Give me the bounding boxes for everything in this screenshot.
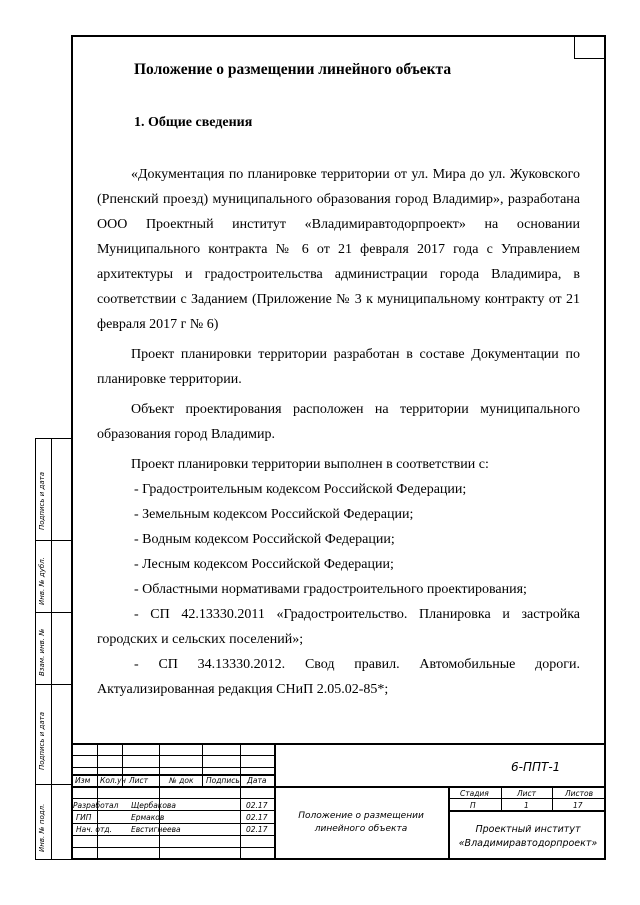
list-item: - СП 34.13330.2012. Свод правил. Автомобильные дороги. Актуализированная редакция СНиП 2.05.02-85*;	[97, 657, 580, 697]
side-label-inv-podl: Инв. № подл.	[38, 803, 46, 852]
list-item: - Градостроительным кодексом Российской Федерации;	[134, 482, 467, 497]
side-label-signature-date-bottom: Подпись и дата	[38, 712, 46, 770]
organization-name: Проектный институт «Владимиравтодорпроект»	[458, 824, 598, 849]
sheet-number-box	[574, 37, 604, 59]
side-label-vzam-inv: Взам. инв. №	[38, 628, 46, 676]
stage-value: П	[470, 801, 476, 810]
stamp-header-list: Лист	[129, 776, 149, 785]
date-head: 02.17	[246, 825, 268, 834]
stamp-header-doc: № док	[169, 776, 194, 785]
name-developer: Щербакова	[131, 801, 176, 810]
role-head: Нач. отд.	[76, 825, 112, 834]
stamp-header-izm: Изм	[75, 776, 91, 785]
date-developer: 02.17	[246, 801, 268, 810]
list-item: - Областными нормативами градостроительного проектирования;	[134, 582, 527, 597]
sheet-header: Лист	[517, 789, 537, 798]
document-code: 6-ППТ-1	[511, 760, 561, 774]
name-head: Евстигнеева	[131, 825, 181, 834]
stage-header: Стадия	[460, 789, 489, 798]
paragraph: Проект планировки территории выполнен в соответствии с:	[131, 457, 489, 472]
sheet-value: 1	[524, 801, 529, 810]
paragraph: Объект проектирования расположен на территории муниципального образования город Владимир.	[97, 402, 580, 442]
stamp-document-name: Положение о размещении линейного объекта	[298, 811, 424, 834]
date-gip: 02.17	[246, 813, 268, 822]
list-item: - СП 42.13330.2011 «Градостроительство. Планировка и застройка городских и сельских поселений»;	[97, 607, 580, 647]
paragraph: «Документация по планировке территории от ул. Мира до ул. Жуковского (Рпенский проезд) муниципального образования город Владимир», разработана ООО Проектный институт «Владимиравтодорпроект» на основании Муниципального контракта № 6 от 21 февраля 2017 года с Управлением архитектуры и градостроительства администрации города Владимира, в соответствии с Заданием (Приложение № 3 к муниципальному контракту от 21 февраля 2017 г № 6)	[97, 167, 580, 332]
sheets-value: 17	[573, 801, 583, 810]
side-label-signature-date-top: Подпись и дата	[38, 472, 46, 530]
side-label-inv-dubl: Инв. № дубл.	[38, 557, 46, 605]
title-block	[71, 743, 606, 860]
section-heading: 1. Общие сведения	[134, 115, 253, 130]
list-item: - Водным кодексом Российской Федерации;	[134, 532, 395, 547]
name-gip: Ермаков	[131, 813, 165, 822]
role-gip: ГИП	[76, 813, 92, 822]
role-developer: Разработал	[73, 801, 119, 810]
list-item: - Земельным кодексом Российской Федерации;	[134, 507, 414, 522]
stamp-header-date: Дата	[247, 776, 267, 785]
stamp-header-kol: Кол.уч	[100, 776, 126, 785]
sheets-header: Листов	[565, 789, 594, 798]
document-body	[97, 162, 580, 702]
list-item: - Лесным кодексом Российской Федерации;	[134, 557, 394, 572]
stamp-header-signature: Подпись	[206, 776, 240, 785]
paragraph: Проект планировки территории разработан в составе Документации по планировке территории.	[97, 347, 580, 387]
document-title: Положение о размещении линейного объекта	[134, 61, 452, 78]
